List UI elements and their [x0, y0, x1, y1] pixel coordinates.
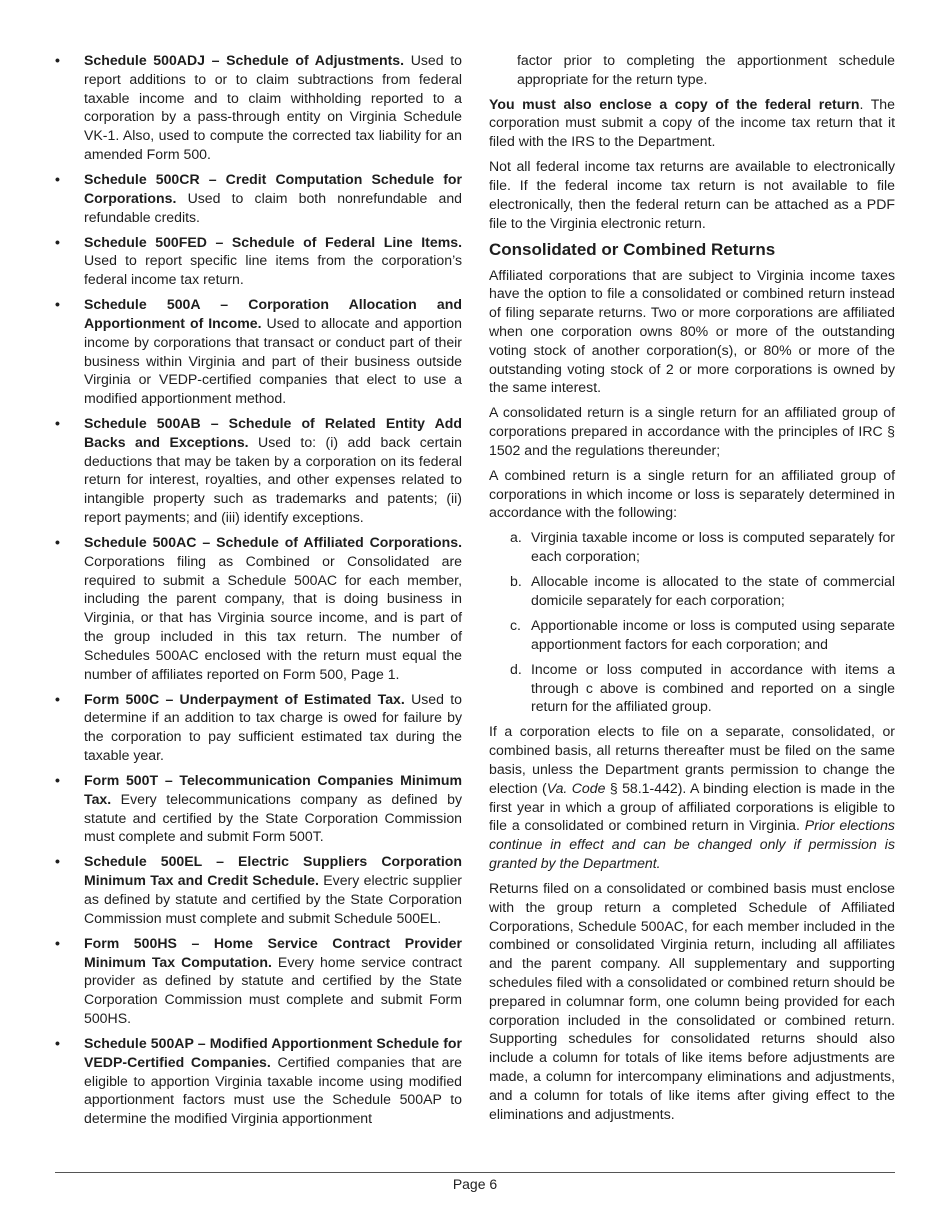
list-item: [55, 533, 462, 683]
item-text: Every electric supplier as defined by statute and certified by the State Corporation Commission must complete and submit Schedule 500EL.: [84, 872, 462, 926]
item-text: Income or loss computed in accordance with items a through c above is combined and reported on a single return for the affiliated group.: [531, 660, 895, 715]
list-item: [55, 852, 462, 927]
item-text: Used to determine if an addition to tax charge is owed for failure by the corporation to pay sufficient estimated tax during the taxable year.: [84, 690, 462, 764]
continuation-text: factor prior to completing the apportionment schedule appropriate for the return type.: [517, 52, 895, 87]
item-text: Virginia taxable income or loss is computed separately for each corporation;: [531, 529, 895, 565]
bullet-icon: •: [55, 772, 60, 788]
electronic-filing-paragraph: Not all federal income tax returns are available to electronically file. If the federal income tax return is not available to file electronically, then the federal return can be attached as a PDF file to the Virginia electronic return.: [489, 158, 895, 231]
item-title: Schedule 500AP – Modified Apportionment Schedule for VEDP-Certified Companies.: [84, 1034, 462, 1070]
page-number: Page 6: [452, 1176, 498, 1192]
list-item: [489, 572, 895, 610]
bullet-icon: •: [55, 415, 60, 432]
list-item: [489, 616, 895, 654]
item-text: Used to allocate and apportion income by corporations that transact or conduct part of their business within Virginia and part of their business outside Virginia or VEDP-certified companies that elect to use a modified apportionment method.: [84, 314, 462, 407]
federal-return-bold: You must also enclose a copy of the federal return: [489, 95, 860, 112]
left-column: [55, 51, 462, 1134]
item-title: Form 500HS – Home Service Contract Provider Minimum Tax Computation.: [84, 934, 462, 970]
item-marker: b.: [510, 573, 522, 590]
item-title: Schedule 500CR – Credit Computation Schedule for Corporations.: [84, 170, 462, 206]
list-item: [55, 51, 462, 164]
federal-return-paragraph: [489, 95, 895, 151]
item-title: Schedule 500AC – Schedule of Affiliated Corporations.: [84, 534, 462, 551]
section-heading: Consolidated or Combined Returns: [489, 239, 776, 259]
item-text: Allocable income is allocated to the state of commercial domicile separately for each corporation;: [531, 573, 895, 609]
item-marker: d.: [510, 660, 522, 677]
item-text: Used to: (i) add back certain deductions that may be taken by a corporation on its federal return for interest, royalties, and other expenses related to intangible property such as trademarks and patents; (ii) report payments; and (iii) identify exceptions.: [84, 433, 463, 526]
bullet-icon: •: [55, 170, 60, 187]
list-item: [55, 690, 462, 765]
bullet-icon: •: [55, 296, 60, 313]
right-column: [489, 51, 895, 1130]
item-title: Schedule 500EL – Electric Suppliers Corporation Minimum Tax and Credit Schedule.: [84, 853, 462, 889]
item-text: Corporations filing as Combined or Consolidated are required to submit a Schedule 500AC for each member, including the parent company, that is doing business in Virginia, or that has Virginia source income, and is part of the group included in this tax return. The number of Schedules 500AC enclosed with the return must equal the number of affiliates reported on Form 500, Page 1.: [84, 552, 462, 682]
election-paragraph: [489, 722, 895, 872]
federal-return-text: . The corporation must submit a copy of the income tax return that it filed with the IRS to the Department.: [489, 95, 895, 150]
code-citation: Va. Code: [546, 779, 606, 796]
bullet-icon: •: [55, 853, 60, 870]
list-item: [55, 414, 462, 527]
bullet-icon: •: [55, 233, 60, 250]
list-item: [489, 528, 895, 566]
list-item: [55, 934, 462, 1028]
item-marker: a.: [510, 529, 522, 546]
consolidated-definition: A consolidated return is a single return for an affiliated group of corporations prepared in accordance with the principles of IRC § 1502 and the regulations thereunder;: [489, 404, 895, 458]
item-title: Schedule 500A – Corporation Allocation and Apportionment of Income.: [84, 296, 462, 331]
item-text: Used to claim both nonrefundable and refundable credits.: [84, 189, 462, 225]
election-text: If a corporation elects to file on a separate, consolidated, or combined basis, all returns thereafter must be filed on the same basis, unless the Department grants permission to change the election (: [489, 723, 895, 796]
election-italic: Prior elections continue in effect and can be changed only if permission is granted by the Department.: [489, 817, 895, 871]
bullet-icon: •: [55, 934, 60, 951]
item-text: Apportionable income or loss is computed using separate apportionment factors for each corporation; and: [531, 617, 895, 652]
list-item: [55, 170, 462, 226]
affiliated-paragraph: Affiliated corporations that are subject to Virginia income taxes have the option to file a consolidated or combined return instead of filing separate returns. Two or more corporations are affiliated when one corporation owns 80% or more of the outstanding voting stock of another corporation(s), or 80% or more of the outstanding voting stock of 2 or more corporations is owned by the same interest.: [489, 266, 895, 396]
list-item: [55, 1034, 462, 1128]
bullet-icon: •: [55, 690, 60, 707]
election-text-2: § 58.1-442). A binding election is made in the first year in which a group of affiliated corporations is eligible to file a consolidated or combined return in Virginia.: [489, 779, 896, 834]
item-marker: c.: [510, 617, 521, 634]
list-item: [489, 660, 895, 716]
bullet-icon: •: [55, 52, 60, 68]
combined-definition: A combined return is a single return for an affiliated group of corporations in which income or loss is separately determined in accordance with the following:: [489, 466, 895, 521]
bullet-icon: •: [55, 534, 60, 551]
item-title: Schedule 500ADJ – Schedule of Adjustments.: [84, 52, 405, 68]
item-text: Certified companies that are eligible to apportion Virginia taxable income using modified apportionment factors must use the Schedule 500AP to determine the modified Virginia apportionment: [84, 1053, 462, 1127]
list-item: [55, 771, 462, 846]
item-text: Every telecommunications company as defined by statute and certified by the State Corporation Commission must complete and submit Form 500T.: [84, 790, 462, 845]
item-text: Used to report additions to or to claim subtractions from federal taxable income and to claim withholding reported to a corporation by a pass-through entity on Virginia Schedule VK-1. Also, used to compute the corrected tax liability for an amended Form 500.: [84, 52, 462, 162]
footer-divider: [55, 1172, 895, 1173]
returns-filed-paragraph: Returns filed on a consolidated or combined basis must enclose with the group return a completed Schedule of Affiliated Corporations, Schedule 500AC, for each member included in the combined or consolidated Virginia return, including all affiliates and the parent company. All supplementary and supporting schedules filed with a consolidated or combined return should be prepared in columnar form, one column being provided for each corporation included in the consolidated or combined return. Supporting schedules for consolidated returns should also include a column for totals of like items before adjustments are made, a column for intercompany eliminations and adjustments, and a column for totals of like items after giving effect to the eliminations and adjustments.: [489, 879, 895, 1122]
bullet-icon: •: [55, 1034, 60, 1051]
item-title: Schedule 500AB – Schedule of Related Entity Add Backs and Exceptions.: [84, 415, 462, 450]
list-item: [55, 295, 462, 408]
item-text: Used to report specific line items from the corporation’s federal income tax return.: [84, 252, 462, 288]
item-title: Schedule 500FED – Schedule of Federal Line Items.: [84, 233, 462, 250]
list-item: [55, 233, 462, 289]
schedule-list: [55, 51, 462, 1128]
item-title: Form 500C – Underpayment of Estimated Tax.: [84, 690, 405, 707]
combined-criteria-list: [489, 528, 895, 716]
item-text: Every home service contract provider as defined by statute and certified by the State Corporation Commission must complete and submit Form 500HS.: [84, 953, 462, 1026]
item-title: Form 500T – Telecommunication Companies Minimum Tax.: [84, 772, 462, 807]
